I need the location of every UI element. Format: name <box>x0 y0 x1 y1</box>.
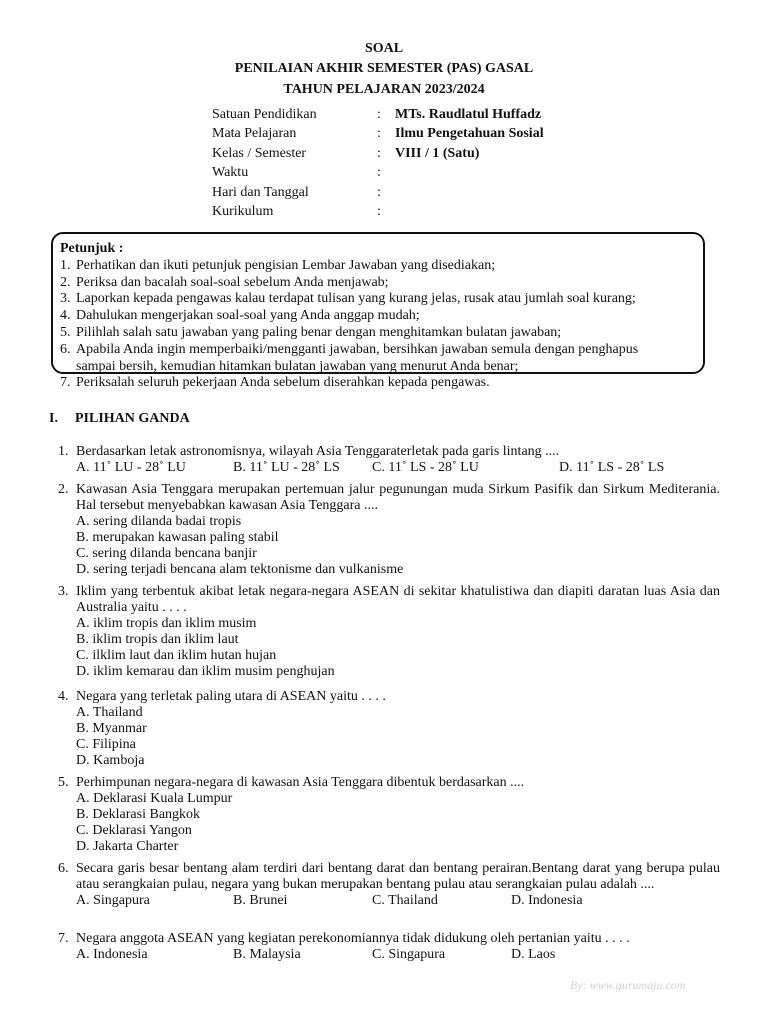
info-row-school <box>212 107 544 126</box>
option-d[interactable]: D. Indonesia <box>511 893 583 908</box>
instruction-number: 4. <box>60 308 71 324</box>
info-label: Mata Pelajaran <box>212 126 297 142</box>
option-d[interactable]: D. Laos <box>511 947 556 962</box>
options-row <box>76 460 720 476</box>
question-number: 6. <box>58 861 69 876</box>
question-number: 4. <box>58 689 69 704</box>
instructions-title: Petunjuk : <box>60 241 124 256</box>
option-a[interactable]: A. iklim tropis dan iklim musim <box>76 616 257 631</box>
option-c[interactable]: C. Thailand <box>372 893 438 908</box>
option-a[interactable]: A. Deklarasi Kuala Lumpur <box>76 791 233 806</box>
info-colon: : <box>377 145 381 161</box>
instruction-item <box>60 291 710 308</box>
question-3 <box>58 584 720 680</box>
question-1 <box>58 444 720 476</box>
question-number: 5. <box>58 775 69 790</box>
question-text: Negara anggota ASEAN yang kegiatan perekonomiannya tidak didukung oleh pertanian yaitu . . . . <box>76 931 630 946</box>
option-c[interactable]: C. Deklarasi Yangon <box>76 823 192 838</box>
info-colon: : <box>377 107 381 122</box>
option-a[interactable]: A. 11˚ LU - 28˚ LU <box>76 460 186 475</box>
exam-name: PENILAIAN AKHIR SEMESTER (PAS) GASAL <box>234 61 534 76</box>
question-text: Kawasan Asia Tenggara merupakan pertemuan jalur pegunungan muda Sirkum Pasifik dan Sirkum Mediterania. Hal tersebut menyebabkan kawasan Asia Tenggara .... <box>76 482 720 513</box>
option-b[interactable]: B. Myanmar <box>76 721 147 736</box>
option-a[interactable]: A. sering dilanda badai tropis <box>76 514 242 529</box>
instruction-text: Periksalah seluruh pekerjaan Anda sebelum diserahkan kepada pengawas. <box>76 375 490 391</box>
doc-title: SOAL <box>364 41 404 56</box>
instruction-text-continued: sampai bersih, kemudian hitamkan bulatan jawaban yang menurut Anda benar; <box>76 358 519 374</box>
info-value: MTs. Raudlatul Huffadz <box>395 107 542 122</box>
option-d[interactable]: D. sering terjadi bencana alam tektonisme dan vulkanisme <box>76 562 404 577</box>
instruction-text: Periksa dan bacalah soal-soal sebelum Anda menjawab; <box>76 274 389 290</box>
instruction-number: 7. <box>60 375 71 391</box>
option-a[interactable]: A. Indonesia <box>76 947 148 962</box>
question-2 <box>58 482 720 578</box>
instruction-number: 1. <box>60 257 71 273</box>
question-text: Perhimpunan negara-negara di kawasan Asia Tenggara dibentuk berdasarkan .... <box>76 775 525 790</box>
instruction-number: 3. <box>60 291 71 307</box>
question-number: 1. <box>58 444 69 459</box>
info-row-date <box>212 185 544 204</box>
info-row-curriculum <box>212 204 544 223</box>
question-number: 2. <box>58 482 69 497</box>
info-value: Ilmu Pengetahuan Sosial <box>395 126 544 142</box>
instruction-text: Laporkan kepada pengawas kalau terdapat tulisan yang kurang jelas, rusak atau jumlah soal kurang; <box>76 291 636 307</box>
info-colon: : <box>377 203 381 219</box>
academic-year: TAHUN PELAJARAN 2023/2024 <box>283 82 485 97</box>
option-b[interactable]: B. Brunei <box>233 893 288 908</box>
option-c[interactable]: C. sering dilanda bencana banjir <box>76 546 257 561</box>
instructions <box>60 241 710 392</box>
info-row-time <box>212 165 544 184</box>
question-5 <box>58 775 720 855</box>
option-c[interactable]: C. ilklim laut dan iklim hutan hujan <box>76 648 277 663</box>
question-7 <box>58 931 720 963</box>
option-c[interactable]: C. Filipina <box>76 737 136 752</box>
option-c[interactable]: C. Singapura <box>372 947 446 962</box>
info-value: VIII / 1 (Satu) <box>395 145 480 161</box>
option-c[interactable]: C. 11˚ LS - 28˚ LU <box>372 460 479 475</box>
info-row-subject <box>212 126 544 145</box>
section-number: I. <box>49 411 58 426</box>
option-d[interactable]: D. 11˚ LS - 28˚ LS <box>559 460 665 475</box>
instruction-text: Apabila Anda ingin memperbaiki/mengganti jawaban, bersihkan jawaban semula dengan penghapus <box>76 341 639 357</box>
info-colon: : <box>377 184 381 200</box>
question-text: Iklim yang terbentuk akibat letak negara-negara ASEAN di sekitar khatulistiwa dan diapiti daratan luas Asia dan Australia yaitu . . . . <box>76 584 720 615</box>
instruction-item <box>60 275 710 292</box>
instruction-number: 6. <box>60 341 71 357</box>
question-4 <box>58 689 720 769</box>
option-d[interactable]: D. Kamboja <box>76 753 145 768</box>
instruction-text: Pilihlah salah satu jawaban yang paling benar dengan menghitamkan bulatan jawaban; <box>76 324 562 340</box>
option-d[interactable]: D. iklim kemarau dan iklim musim penghujan <box>76 664 335 679</box>
option-b[interactable]: B. merupakan kawasan paling stabil <box>76 530 279 545</box>
instruction-item <box>60 258 710 275</box>
section-title: PILIHAN GANDA <box>75 411 190 426</box>
question-text: Negara yang terletak paling utara di ASEAN yaitu . . . . <box>76 689 386 704</box>
info-row-class <box>212 146 544 165</box>
options-row <box>76 893 720 909</box>
instruction-text: Perhatikan dan ikuti petunjuk pengisian Lembar Jawaban yang disediakan; <box>76 257 496 273</box>
section-heading <box>49 411 190 427</box>
info-label: Hari dan Tanggal <box>212 184 309 200</box>
option-d[interactable]: D. Jakarta Charter <box>76 839 179 854</box>
option-b[interactable]: B. Malaysia <box>233 947 301 962</box>
instruction-number: 5. <box>60 324 71 340</box>
option-a[interactable]: A. Thailand <box>76 705 143 720</box>
question-text: Secara garis besar bentang alam terdiri dari bentang darat dan bentang perairan.Bentang darat yang berupa pulau atau serangkaian pulau, negara yang bukan merupakan bentang pulau atau serangkaian pulau adalah .... <box>76 861 720 892</box>
info-label: Waktu <box>212 165 249 181</box>
instruction-item <box>60 325 710 342</box>
info-label: Kurikulum <box>212 203 274 219</box>
option-b[interactable]: B. iklim tropis dan iklim laut <box>76 632 239 647</box>
option-b[interactable]: B. 11˚ LU - 28˚ LS <box>233 460 340 475</box>
watermark: By: www.gurumaju.com <box>570 978 686 992</box>
option-a[interactable]: A. Singapura <box>76 893 150 908</box>
instruction-number: 2. <box>60 274 71 290</box>
question-text: Berdasarkan letak astronomisnya, wilayah Asia Tenggaraterletak pada garis lintang .... <box>76 444 560 459</box>
instruction-item <box>60 308 710 325</box>
options-row <box>76 947 720 963</box>
info-label: Satuan Pendidikan <box>212 107 317 122</box>
instruction-item <box>60 342 710 359</box>
info-label: Kelas / Semester <box>212 145 307 161</box>
question-6 <box>58 861 720 909</box>
question-number: 7. <box>58 931 69 946</box>
instruction-item <box>60 375 710 392</box>
option-b[interactable]: B. Deklarasi Bangkok <box>76 807 201 822</box>
exam-info-table <box>212 107 544 223</box>
instruction-text: Dahulukan mengerjakan soal-soal yang Anda anggap mudah; <box>76 308 420 324</box>
info-colon: : <box>377 165 381 181</box>
question-number: 3. <box>58 584 69 599</box>
info-colon: : <box>377 126 381 142</box>
